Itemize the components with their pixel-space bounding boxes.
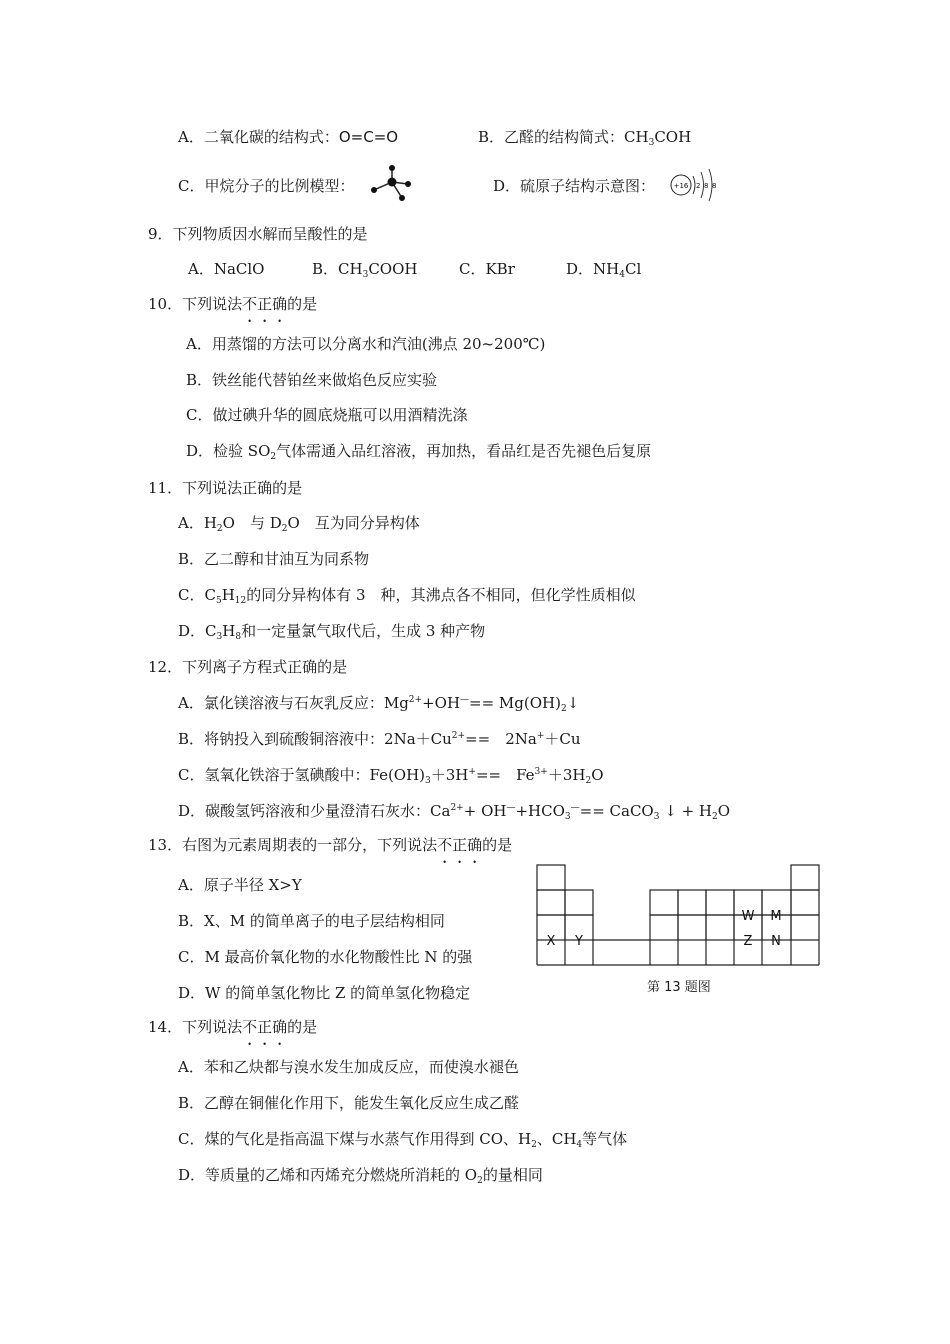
q12-d-text: D．碳酸氢钙溶液和少量澄清石灰水：Ca bbox=[178, 802, 451, 820]
q13-stem bbox=[148, 835, 512, 855]
q12-c-sub: 3 bbox=[425, 776, 431, 786]
q9-option-a: A．NaClO bbox=[188, 260, 265, 278]
q12-c-text: ＋3H bbox=[547, 766, 586, 784]
figure-caption: 第 13 题图 bbox=[647, 980, 711, 995]
q10-d-text: 气体需通入品红溶液，再加热，看品红是否先褪色后复原 bbox=[276, 442, 652, 460]
q12-d-text: +HCO bbox=[515, 802, 565, 820]
q13-stem-text: 13．右图为元素周期表的一部分，下列说法 bbox=[148, 836, 438, 854]
q10-d-sub: 2 bbox=[270, 452, 277, 462]
q12-d-sub: 2 bbox=[712, 812, 718, 822]
q12-a-sub: 2 bbox=[560, 704, 567, 714]
q8-option-d bbox=[493, 176, 655, 196]
q12-d-text: == CaCO bbox=[579, 802, 654, 820]
q12-c-sup: 3+ bbox=[534, 767, 548, 777]
q12-c-text: C．氢氧化铁溶于氢碘酸中：Fe(OH) bbox=[178, 766, 426, 784]
q11-stem: 11．下列说法正确的是 bbox=[148, 479, 303, 497]
q13-option-a: A．原子半径 X>Y bbox=[178, 876, 302, 894]
q11-d-text: 和一定量氯气取代后，生成 3 种产物 bbox=[241, 622, 486, 640]
q11-c-sub: 12 bbox=[234, 596, 247, 606]
element-z-label: Z bbox=[743, 934, 753, 949]
q11-a-sub: 2 bbox=[281, 524, 288, 534]
emphasis-char: 不 bbox=[242, 1018, 258, 1036]
q12-option-a bbox=[178, 693, 579, 713]
element-w-label: W bbox=[741, 909, 755, 924]
q12-a-text: A．氯化镁溶液与石灰乳反应：Mg bbox=[178, 694, 409, 712]
q9-d-sub: 4 bbox=[619, 270, 625, 280]
q12-c-sub: 2 bbox=[585, 776, 592, 786]
q9-b-sub: 3 bbox=[362, 270, 369, 280]
q12-d-sup: 2+ bbox=[450, 803, 464, 813]
q14-d-text: 的量相同 bbox=[482, 1166, 543, 1184]
element-m-label: M bbox=[770, 909, 782, 924]
emphasis-char: 确 bbox=[272, 1018, 288, 1036]
q11-a-sub: 2 bbox=[216, 524, 223, 534]
q14-c-text: C．煤的气化是指高温下煤与水蒸气作用得到 CO、H bbox=[178, 1130, 532, 1148]
q12-a-sup: 2+ bbox=[408, 695, 423, 705]
q12-c-sup: + bbox=[468, 767, 476, 777]
q8-a-label: A．二氧化碳的结构式： bbox=[178, 128, 339, 146]
q14-stem bbox=[148, 1017, 317, 1037]
q11-d-sub: 3 bbox=[216, 632, 223, 642]
q10-stem-text: 10．下列说法 bbox=[148, 295, 243, 313]
q12-a-text: == Mg(OH) bbox=[469, 694, 561, 712]
q9-b-text: B．CH bbox=[312, 260, 363, 278]
q9-stem: 9．下列物质因水解而呈酸性的是 bbox=[148, 225, 368, 243]
svg-text:2: 2 bbox=[696, 182, 701, 190]
q10-option-d bbox=[186, 441, 651, 461]
q12-a-sup: — bbox=[460, 695, 470, 705]
q12-stem: 12．下列离子方程式正确的是 bbox=[148, 658, 348, 676]
q12-a-text: ↓ bbox=[566, 694, 580, 712]
emphasis-char: 确 bbox=[467, 836, 483, 854]
q8-c-label: C．甲烷分子的比例模型： bbox=[178, 177, 355, 195]
emphasis-char: 确 bbox=[272, 295, 288, 313]
q11-c-sub: 5 bbox=[215, 596, 222, 606]
q8-option-b bbox=[478, 127, 691, 147]
q9-d-text: D．NH bbox=[566, 260, 620, 278]
periodic-table-fragment bbox=[534, 862, 824, 968]
q12-option-c bbox=[178, 765, 604, 785]
q14-stem-text: 的是 bbox=[287, 1018, 318, 1036]
q12-a-text: +OH bbox=[422, 694, 461, 712]
svg-text:8: 8 bbox=[704, 182, 709, 190]
svg-text:8: 8 bbox=[712, 182, 717, 190]
q13-option-d: D．W 的简单氢化物比 Z 的简单氢化物稳定 bbox=[178, 984, 471, 1002]
q12-d-sup: — bbox=[570, 803, 580, 813]
q11-a-text: O 互为同分异构体 bbox=[287, 514, 420, 532]
q13-option-c: C．M 最高价氧化物的水化物酸性比 N 的强 bbox=[178, 948, 473, 966]
q11-option-b: B．乙二醇和甘油互为同系物 bbox=[178, 550, 370, 568]
q12-c-text: O bbox=[591, 766, 604, 784]
q11-option-a bbox=[178, 513, 420, 533]
svg-text:+16: +16 bbox=[673, 182, 689, 190]
q8-b-formula-part: CH bbox=[624, 128, 649, 146]
q11-c-text: C．C bbox=[178, 586, 216, 604]
q9-b-text: COOH bbox=[368, 260, 418, 278]
q12-option-d bbox=[178, 801, 730, 821]
q8-option-c bbox=[178, 176, 354, 196]
q12-b-sup: 2+ bbox=[451, 731, 466, 741]
q14-c-text: 等气体 bbox=[582, 1130, 628, 1148]
q10-option-c: C．做过碘升华的圆底烧瓶可以用酒精洗涤 bbox=[186, 406, 468, 424]
q14-option-c bbox=[178, 1129, 627, 1149]
q12-d-text: O bbox=[717, 802, 731, 820]
emphasis-char: 不 bbox=[242, 295, 258, 313]
q11-d-text: D．C bbox=[178, 622, 217, 640]
q8-b-label: B．乙醛的结构简式： bbox=[478, 128, 625, 146]
q14-c-text: 、CH bbox=[536, 1130, 577, 1148]
q11-d-text: H bbox=[222, 622, 236, 640]
q10-option-a: A．用蒸馏的方法可以分离水和汽油(沸点 20~200℃) bbox=[186, 335, 546, 353]
q14-option-a: A．苯和乙炔都与溴水发生加成反应，而使溴水褪色 bbox=[178, 1058, 519, 1076]
q12-d-sub: 3 bbox=[564, 812, 571, 822]
q12-d-text: ↓ + H bbox=[659, 802, 712, 820]
element-n-label: N bbox=[771, 934, 781, 949]
q8-a-formula: O=C=O bbox=[338, 128, 399, 146]
q11-a-text: A．H bbox=[178, 514, 217, 532]
q11-d-sub: 8 bbox=[235, 632, 242, 642]
q14-c-sub: 2 bbox=[531, 1140, 537, 1150]
element-y-label: Y bbox=[575, 934, 583, 949]
q13-option-b: B．X、M 的简单离子的电子层结构相同 bbox=[178, 912, 445, 930]
q12-d-text: + OH bbox=[463, 802, 507, 820]
emphasis-char: 正 bbox=[452, 836, 468, 854]
q11-option-c bbox=[178, 585, 636, 605]
q9-d-text: Cl bbox=[624, 260, 642, 278]
q12-d-sub: 3 bbox=[653, 812, 660, 822]
q14-c-sub: 4 bbox=[576, 1140, 583, 1150]
q11-a-text: O 与 D bbox=[222, 514, 282, 532]
q12-option-b bbox=[178, 729, 581, 749]
q12-b-text: B．将钠投入到硫酸铜溶液中：2Na＋Cu bbox=[178, 730, 452, 748]
q12-d-sup: — bbox=[506, 803, 516, 813]
q12-c-text: ＋3H bbox=[430, 766, 469, 784]
sulfur-atom-diagram bbox=[668, 164, 720, 206]
q11-c-text: H bbox=[221, 586, 235, 604]
q8-d-label: D．硫原子结构示意图： bbox=[493, 177, 656, 195]
q9-option-b bbox=[312, 259, 417, 279]
q14-option-b: B．乙醇在铜催化作用下，能发生氧化反应生成乙醛 bbox=[178, 1094, 520, 1112]
q9-option-c: C．KBr bbox=[459, 260, 515, 278]
q11-option-d bbox=[178, 621, 485, 641]
q12-b-text: == 2Na bbox=[465, 730, 537, 748]
q12-b-text: ＋Cu bbox=[544, 730, 581, 748]
emphasis-char: 不 bbox=[437, 836, 453, 854]
q11-c-text: 的同分异构体有 3 种，其沸点各不相同，但化学性质相似 bbox=[246, 586, 636, 604]
q13-stem-text: 的是 bbox=[482, 836, 513, 854]
emphasis-char: 正 bbox=[257, 295, 273, 313]
q8-b-formula-part: COH bbox=[654, 128, 692, 146]
q10-stem bbox=[148, 294, 317, 314]
q14-stem-text: 14．下列说法 bbox=[148, 1018, 243, 1036]
q12-c-text: == Fe bbox=[475, 766, 535, 784]
element-x-label: X bbox=[546, 934, 556, 949]
q10-d-text: D．检验 SO bbox=[186, 442, 271, 460]
q14-option-d bbox=[178, 1165, 543, 1185]
q9-option-d bbox=[566, 259, 641, 279]
q10-stem-text: 的是 bbox=[287, 295, 318, 313]
emphasis-char: 正 bbox=[257, 1018, 273, 1036]
q14-d-sub: 2 bbox=[477, 1176, 483, 1186]
methane-model-icon bbox=[368, 162, 414, 204]
q10-option-b: B．铁丝能代替铂丝来做焰色反应实验 bbox=[186, 371, 438, 389]
q14-d-text: D．等质量的乙烯和丙烯充分燃烧所消耗的 O bbox=[178, 1166, 478, 1184]
q8-b-sub: 3 bbox=[648, 138, 655, 148]
q12-b-sup: + bbox=[536, 731, 545, 741]
q8-option-a bbox=[178, 127, 398, 147]
